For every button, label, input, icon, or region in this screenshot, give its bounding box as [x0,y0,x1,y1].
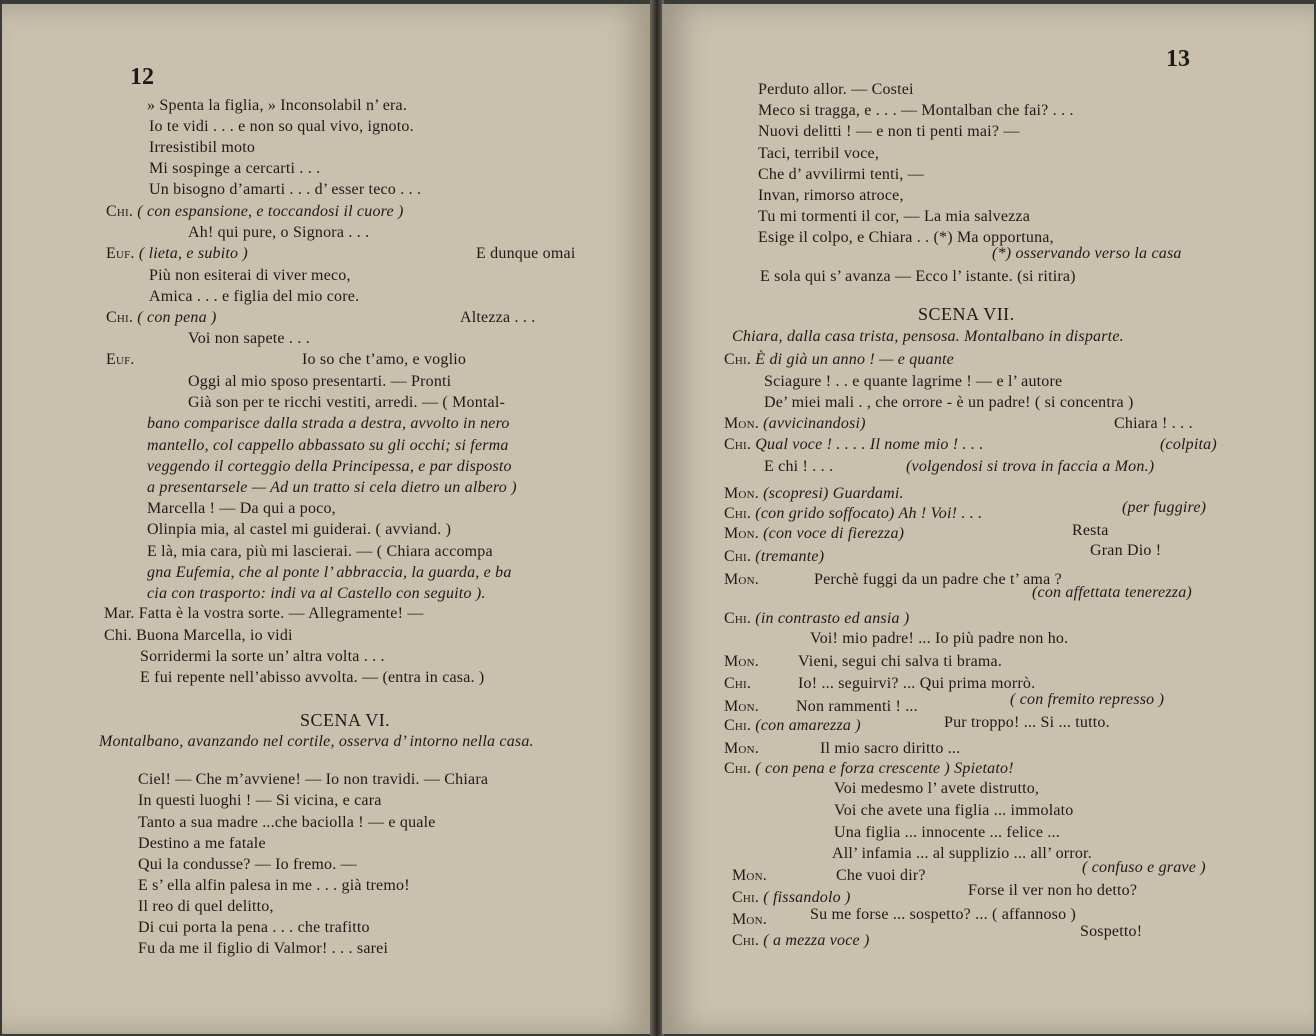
speaker-line: Chi. ( con pena e forza crescente ) Spietato! [724,760,1014,777]
verse-line: Olinpia mia, al castel mi guiderai. ( avviand. ) [147,521,452,538]
right-text-block [662,4,1314,1034]
verse-line: Gran Dio ! [1090,542,1162,559]
verse-line: Altezza . . . [460,309,536,326]
scene-heading: SCENA VII. [918,304,1015,324]
stage-direction: (per fuggire) [1122,499,1207,516]
verse-line: Il reo di quel delitto, [138,898,274,915]
verse-line: E là, mia cara, più mi lascierai. — ( Chiara accompa [147,543,493,560]
verse-line: Voi medesmo l’ avete distrutto, [834,780,1040,797]
verse-line: Non rammenti ! ... [796,698,918,715]
verse-line: Mar. Fatta è la vostra sorte. — Allegramente! — [104,605,424,622]
stage-direction: mantello, col cappello abbassato su gli occhi; si ferma [147,437,509,454]
verse-line: Voi! mio padre! ... Io più padre non ho. [810,630,1069,647]
speaker-line: Mon. (scopresi) Guardami. [724,485,904,502]
stage-direction: ( con fremito represso ) [1010,691,1165,708]
stage-direction: (volgendosi si trova in faccia a Mon.) [906,458,1155,475]
speaker-line: Chi. (in contrasto ed ansia ) [724,610,910,627]
verse-line: Più non esiterai di viver meco, [149,267,351,284]
right-page [662,4,1314,1034]
verse-line: Chiara ! . . . [1114,415,1193,432]
verse-line: Marcella ! — Da qui a poco, [147,500,336,517]
speaker-line: Chi. (con grido soffocato) Ah ! Voi! . . . [724,505,983,522]
stage-direction: (*) osservando verso la casa [992,245,1182,262]
stage-direction: (con affettata tenerezza) [1032,584,1192,601]
speaker-line: Mon. (avvicinandosi) [724,415,866,432]
verse-line: Pur troppo! ... Si ... tutto. [944,714,1110,731]
verse-line: Euf. [106,351,135,368]
speaker-line: Chi. È di già un anno ! — e quante [724,351,954,368]
stage-direction: cia con trasporto: indi va al Castello con seguito ). [147,585,486,602]
verse-line: E sola qui s’ avanza — Ecco l’ istante. (si ritira) [760,268,1076,285]
speaker-line: Chi. ( a mezza voce ) [732,932,870,949]
stage-direction: veggendo il corteggio della Principessa, e par disposto [147,458,512,475]
speaker-line: Chi. ( con pena ) [106,309,217,326]
verse-line: All’ infamia ... al supplizio ... all’ orror. [832,845,1092,862]
verse-line: Ciel! — Che m’avviene! — Io non travidi. — Chiara [138,771,489,788]
verse-line: Io so che t’amo, e voglio [302,351,467,368]
verse-line: Voi non sapete . . . [188,330,310,347]
verse-line: Qui la condusse? — Io fremo. — [138,856,357,873]
verse-line: Chi. Buona Marcella, io vidi [104,627,293,644]
verse-line: Sciagure ! . . e quante lagrime ! — e l’ autore [764,373,1063,390]
stage-direction: Chiara, dalla casa trista, pensosa. Montalbano in disparte. [732,328,1124,345]
stage-direction: gna Eufemia, che al ponte l’ abbraccia, la guarda, e ba [147,564,512,581]
speaker-line: Chi. (con amarezza ) [724,717,861,734]
verse-line: Amica . . . e figlia del mio core. [149,288,360,305]
verse-line: Mon. [732,867,767,884]
page-number: 12 [130,64,154,90]
verse-line: Oggi al mio sposo presentarti. — Pronti [188,373,452,390]
verse-line: Ah! qui pure, o Signora . . . [188,224,370,241]
stage-direction: (colpita) [1160,436,1217,453]
speaker-line: Chi. ( con espansione, e toccandosi il cuore ) [106,203,404,220]
verse-line: E dunque omai [476,245,576,262]
verse-line: Il mio sacro diritto ... [820,740,961,757]
verse-line: Mon. [732,911,767,928]
verse-line: Fu da me il figlio di Valmor! . . . sarei [138,940,389,957]
verse-line: Taci, terribil voce, [758,145,880,162]
scene-heading: SCENA VI. [300,710,391,730]
verse-line: Io te vidi . . . e non so qual vivo, ignoto. [149,118,414,135]
verse-line: Su me forse ... sospetto? ... ( affannoso ) [810,906,1077,923]
speaker-line: Euf. ( lieta, e subito ) [106,245,248,262]
verse-line: Io! ... seguirvi? ... Qui prima morrò. [798,675,1036,692]
stage-direction: ( confuso e grave ) [1082,859,1206,876]
verse-line: Esige il colpo, e Chiara . . (*) Ma opportuna, [758,229,1054,246]
verse-line: Nuovi delitti ! — e non ti penti mai? — [758,123,1020,140]
verse-line: Tanto a sua madre ...che baciolla ! — e quale [138,814,436,831]
verse-line: Irresistibil moto [149,139,256,156]
verse-line: E s’ ella alfin palesa in me . . . già tremo! [138,877,410,894]
verse-line: Destino a me fatale [138,835,266,852]
verse-line: Che d’ avvilirmi tenti, — [758,166,925,183]
page-number: 13 [1166,46,1190,72]
stage-direction: bano comparisce dalla strada a destra, avvolto in nero [147,415,510,432]
verse-line: Mon. [724,653,759,670]
verse-line: Mon. [724,698,759,715]
stage-direction: Montalbano, avanzando nel cortile, osserva d’ intorno nella casa. [99,733,534,750]
verse-line: De’ miei mali . , che orrore - è un padre! ( si concentra ) [764,394,1134,411]
verse-line: Mon. [724,740,759,757]
verse-line: Resta [1072,522,1109,539]
verse-line: Tu mi tormenti il cor, — La mia salvezza [758,208,1031,225]
speaker-line: Chi. (tremante) [724,548,825,565]
left-text-block [2,4,652,1034]
verse-line: Mon. [724,571,759,588]
verse-line: In questi luoghi ! — Si vicina, e cara [138,792,382,809]
verse-line: Perchè fuggi da un padre che t’ ama ? [814,571,1062,588]
stage-direction: a presentarsele — Ad un tratto si cela dietro un albero ) [147,479,517,496]
verse-line: E chi ! . . . [764,458,834,475]
verse-line: Vieni, segui chi salva ti brama. [798,653,1003,670]
verse-line: Mi sospinge a cercarti . . . [149,160,321,177]
speaker-line: Mon. (con voce di fierezza) [724,525,905,542]
verse-line: » Spenta la figlia, » Inconsolabil n’ era. [147,97,408,114]
verse-line: Un bisogno d’amarti . . . d’ esser teco . . . [149,181,422,198]
verse-line: Che vuoi dir? [836,867,926,884]
verse-line: Voi che avete una figlia ... immolato [834,802,1074,819]
verse-line: E fui repente nell’abisso avvolta. — (entra in casa. ) [140,669,485,686]
verse-line: Meco si tragga, e . . . — Montalban che fai? . . . [758,102,1074,119]
verse-line: Una figlia ... innocente ... felice ... [834,824,1060,841]
verse-line: Di cui porta la pena . . . che trafitto [138,919,370,936]
speaker-line: Chi. ( fissandolo ) [732,889,851,906]
verse-line: Perduto allor. — Costei [758,81,914,98]
speaker-line: Chi. Qual voce ! . . . . Il nome mio ! . . . [724,436,984,453]
verse-line: Sorridermi la sorte un’ altra volta . . . [140,648,385,665]
verse-line: Forse il ver non ho detto? [968,882,1138,899]
verse-line: Sospetto! [1080,923,1143,940]
verse-line: Chi. [724,675,752,692]
left-page [2,4,652,1034]
verse-line: Già son per te ricchi vestiti, arredi. — ( Montal- [188,394,506,411]
verse-line: Invan, rimorso atroce, [758,187,904,204]
